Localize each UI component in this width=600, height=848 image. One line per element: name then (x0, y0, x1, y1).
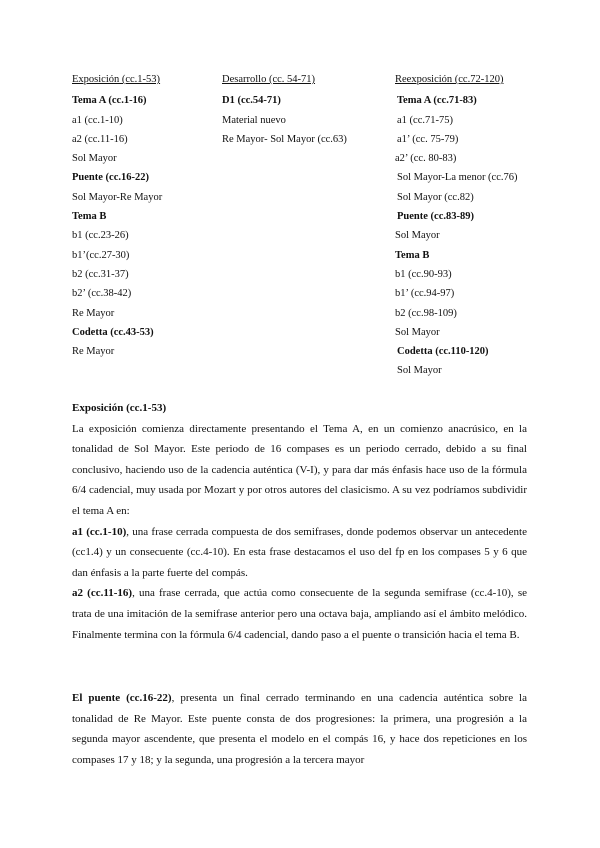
table-cell: a1 (cc.1-10) (72, 114, 123, 126)
table-cell: Re Mayor- Sol Mayor (cc.63) (222, 133, 347, 145)
table-cell: Sol Mayor-La menor (cc.76) (397, 172, 518, 184)
table-cell: a2’ (cc. 80-83) (395, 153, 457, 165)
a2-text: , una frase cerrada, que actúa como consecuente de la segunda semifrase (cc.4-10), se trata de una imitación de la semifrase anterior pero una octava baja, ampliando así el ámbito melódico. Finalmente termina con la fórmula 6/4 cadencial, dando paso a el puente o transición hacia el tema B. (72, 587, 527, 641)
column-header-desarrollo: Desarrollo (cc. 54-71) (222, 74, 316, 85)
puente-label: El puente (cc.16-22) (72, 692, 172, 704)
table-cell: Material nuevo (222, 114, 286, 126)
table-cell: Puente (cc.16-22) (72, 172, 149, 184)
table-cell: Sol Mayor (397, 365, 442, 377)
table-cell: Tema B (72, 211, 107, 223)
table-column-desarrollo (222, 72, 387, 149)
a2-label: a2 (cc.11-16) (72, 587, 133, 600)
section-heading: Exposición (cc.1-53) (72, 402, 167, 414)
table-cell: Codetta (cc.43-53) (72, 326, 154, 338)
table-cell: b2’ (cc.38-42) (72, 288, 132, 300)
table-column-reexposicion (395, 72, 555, 381)
table-column-exposicion (72, 72, 212, 361)
puente-section (72, 688, 527, 770)
column-header-reexposicion: Reexposición (cc.72-120) (395, 74, 504, 85)
a1-paragraph (72, 522, 527, 584)
table-cell: Sol Mayor (cc.82) (397, 191, 474, 203)
table-cell: b1 (cc.90-93) (395, 268, 452, 280)
table-cell: a1’ (cc. 75-79) (397, 133, 459, 145)
a1-label: a1 (cc.1-10) (72, 525, 127, 538)
table-cell: Tema A (cc.71-83) (397, 95, 477, 107)
table-cell: Tema A (cc.1-16) (72, 95, 147, 107)
table-cell: Sol Mayor (72, 153, 117, 165)
table-cell: Sol Mayor (395, 230, 440, 242)
table-cell: a2 (cc.11-16) (72, 133, 128, 145)
exposicion-section (72, 398, 527, 645)
table-cell: Re Mayor (72, 307, 115, 319)
a2-paragraph (72, 583, 527, 645)
a1-text: , una frase cerrada compuesta de dos semifrases, donde podemos observar un antecedente (cc1.4) y un consecuente (cc.4-10). En esta frase destacamos el uso del fp en los compases 5 y 6 que dan énfasis a la parte fuerte del compás. (72, 525, 527, 579)
puente-paragraph (72, 688, 527, 770)
column-header-exposicion: Exposición (cc.1-53) (72, 74, 161, 85)
table-cell: Sol Mayor (395, 326, 440, 338)
table-cell: b1 (cc.23-26) (72, 230, 129, 242)
table-cell: a1 (cc.71-75) (397, 114, 453, 126)
table-cell: D1 (cc.54-71) (222, 95, 281, 107)
intro-paragraph: La exposición comienza directamente presentando el Tema A, en un comienzo anacrúsico, en la tonalidad de Sol Mayor. Este periodo de 16 compases es un periodo cerrado, debido a su final conclusivo, haciendo uso de la cadencia auténtica (V-I), y para dar más énfasis hace uso de la fórmula 6/4 cadencial, muy usada por Mozart y por otros autores del clasicismo. A su vez podríamos subdividir el tema A en: (72, 422, 527, 517)
table-cell: b1’ (cc.94-97) (395, 288, 455, 300)
table-cell: b2 (cc.98-109) (395, 307, 457, 319)
table-cell: Codetta (cc.110-120) (397, 346, 489, 358)
column-rows (72, 91, 212, 361)
table-cell: Puente (cc.83-89) (397, 211, 474, 223)
column-rows (222, 91, 387, 149)
table-cell: Re Mayor (72, 346, 115, 358)
table-cell: Sol Mayor-Re Mayor (72, 191, 163, 203)
table-cell: b2 (cc.31-37) (72, 268, 129, 280)
table-cell: b1’(cc.27-30) (72, 249, 130, 261)
table-cell: Tema B (395, 249, 430, 261)
column-rows (395, 91, 555, 380)
puente-text: , presenta un final cerrado terminando en una cadencia auténtica sobre la tonalidad de Re Mayor. Este puente consta de dos progresiones: la primera, una progresión a la segunda mayor ascendente, que presenta el modelo en el compás 16, y hace dos repeticiones en los compases 17 y 18; y la segunda, una progresión a la tercera mayor (72, 692, 527, 766)
